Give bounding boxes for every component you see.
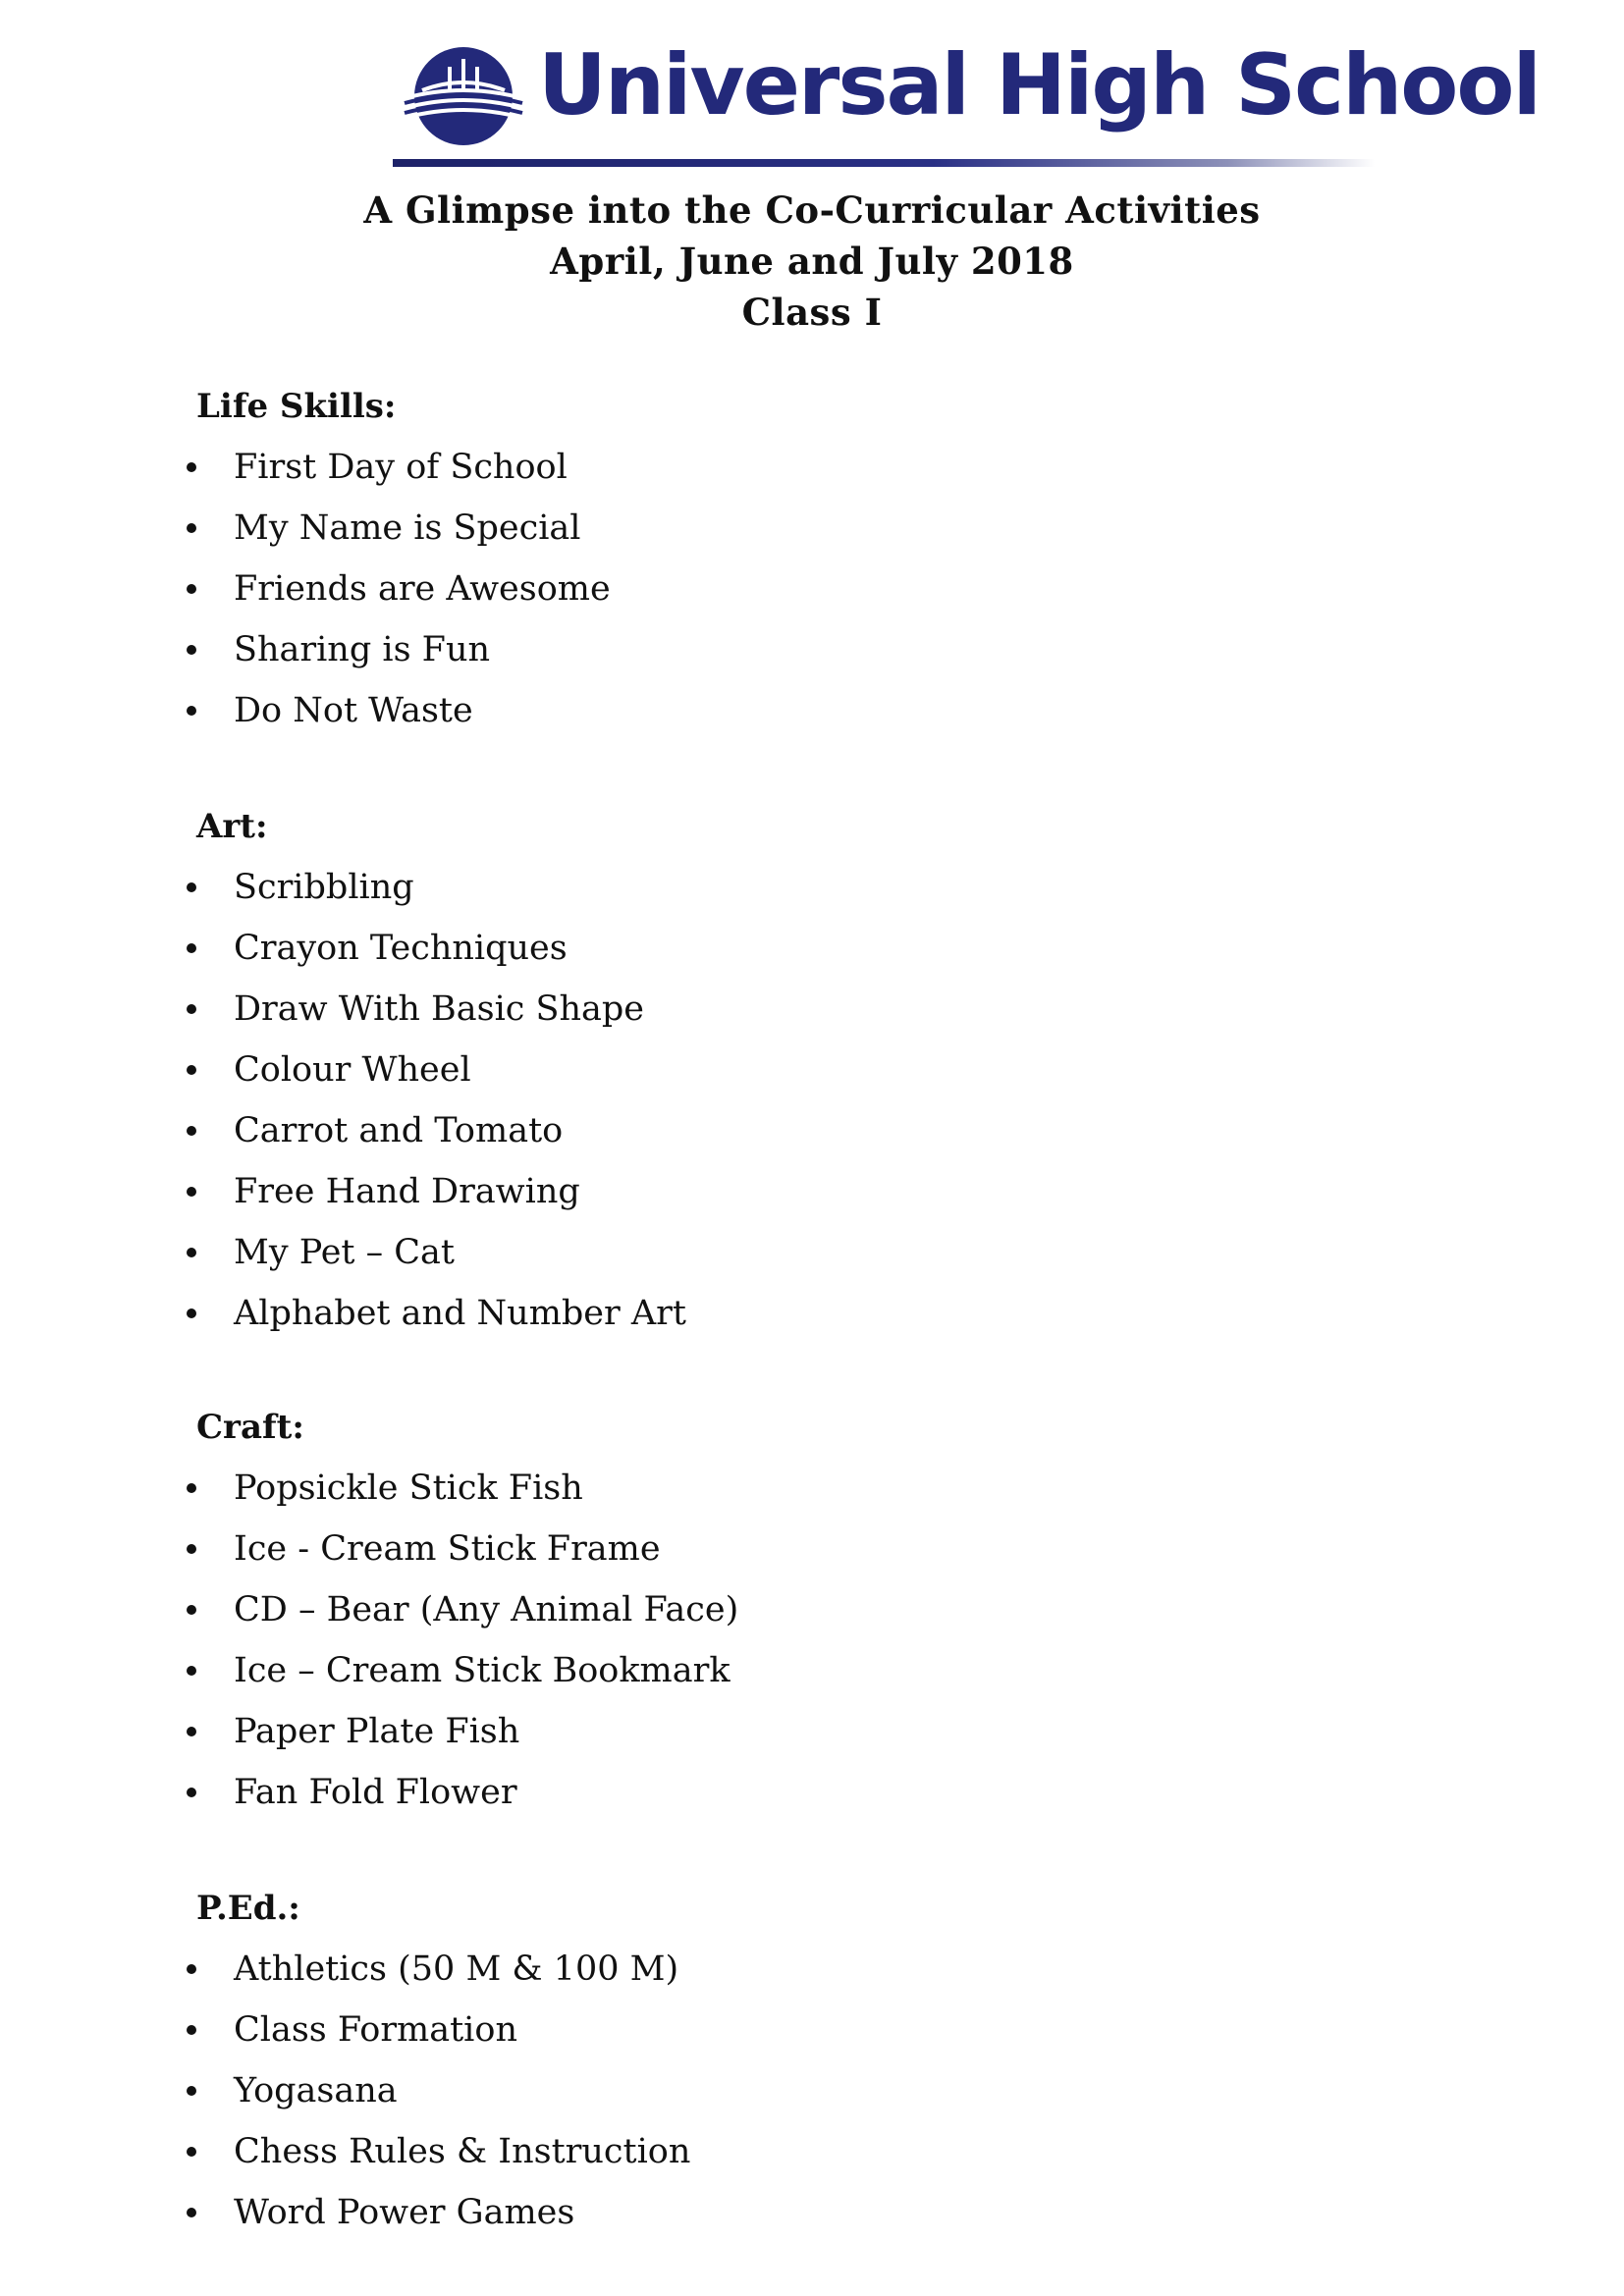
list-item (196, 687, 1276, 748)
item-label: Popsickle Stick Fish (234, 1468, 583, 1508)
section-physical-education (196, 1885, 1276, 2250)
bullet-icon (187, 1788, 196, 1797)
school-header (393, 36, 1540, 177)
document-class: Class I (741, 291, 883, 334)
bullet-icon (187, 2025, 196, 2035)
section-craft (196, 1404, 1276, 1830)
activity-list (196, 1465, 1276, 1830)
item-label: Class Formation (234, 2010, 517, 2050)
list-item (196, 2067, 1276, 2128)
item-label: Draw With Basic Shape (234, 989, 645, 1029)
item-label: Athletics (50 M & 100 M) (234, 1949, 679, 1989)
list-item (196, 1946, 1276, 2006)
bullet-icon (187, 1544, 196, 1554)
bullet-icon (187, 1126, 196, 1136)
item-label: Ice – Cream Stick Bookmark (234, 1651, 731, 1690)
bullet-icon (187, 462, 196, 472)
list-item (196, 1046, 1276, 1107)
list-item (196, 1168, 1276, 1229)
list-item (196, 565, 1276, 626)
bullet-icon (187, 943, 196, 953)
bullet-icon (187, 1666, 196, 1676)
item-label: Alphabet and Number Art (234, 1294, 686, 1333)
bullet-icon (187, 706, 196, 716)
list-item (196, 2128, 1276, 2189)
school-crest-icon (403, 45, 524, 147)
activity-list (196, 1946, 1276, 2250)
section-heading: Life Skills: (196, 387, 397, 426)
list-item (196, 1525, 1276, 1586)
section-heading: P.Ed.: (196, 1889, 300, 1928)
item-label: Scribbling (234, 868, 414, 907)
document-title: A Glimpse into the Co-Curricular Activities (363, 188, 1261, 232)
item-label: First Day of School (234, 448, 568, 487)
bullet-icon (187, 1605, 196, 1615)
school-name: Universal High School (538, 36, 1540, 134)
item-label: Fan Fold Flower (234, 1773, 517, 1812)
item-label: My Pet – Cat (234, 1233, 455, 1272)
section-art (196, 803, 1276, 1351)
list-item (196, 1769, 1276, 1830)
activity-list (196, 864, 1276, 1351)
item-label: Carrot and Tomato (234, 1111, 564, 1150)
list-item (196, 505, 1276, 565)
bullet-icon (187, 1065, 196, 1075)
bullet-icon (187, 523, 196, 533)
bullet-icon (187, 1187, 196, 1197)
list-item (196, 1647, 1276, 1708)
bullet-icon (187, 584, 196, 594)
item-label: Paper Plate Fish (234, 1712, 520, 1751)
bullet-icon (187, 2086, 196, 2096)
list-item (196, 2189, 1276, 2250)
section-life-skills (196, 383, 1276, 748)
item-label: Colour Wheel (234, 1050, 471, 1090)
list-item (196, 1708, 1276, 1769)
document-period: April, June and July 2018 (550, 240, 1074, 283)
item-label: Ice - Cream Stick Frame (234, 1529, 661, 1569)
list-item (196, 864, 1276, 925)
list-item (196, 444, 1276, 505)
bullet-icon (187, 1004, 196, 1014)
bullet-icon (187, 2208, 196, 2217)
bullet-icon (187, 1483, 196, 1493)
bullet-icon (187, 882, 196, 892)
bullet-icon (187, 1964, 196, 1974)
list-item (196, 1586, 1276, 1647)
section-heading: Art: (196, 807, 268, 846)
list-item (196, 925, 1276, 986)
item-label: Yogasana (234, 2071, 398, 2110)
bullet-icon (187, 1248, 196, 1257)
item-label: My Name is Special (234, 508, 581, 548)
activity-list (196, 444, 1276, 748)
item-label: Free Hand Drawing (234, 1172, 580, 1211)
list-item (196, 1290, 1276, 1351)
item-label: Sharing is Fun (234, 630, 491, 669)
list-item (196, 1229, 1276, 1290)
bullet-icon (187, 1308, 196, 1318)
bullet-icon (187, 645, 196, 655)
list-item (196, 1465, 1276, 1525)
header-rule (393, 159, 1375, 167)
item-label: CD – Bear (Any Animal Face) (234, 1590, 739, 1629)
item-label: Crayon Techniques (234, 929, 568, 968)
list-item (196, 2006, 1276, 2067)
list-item (196, 626, 1276, 687)
item-label: Friends are Awesome (234, 569, 611, 609)
list-item (196, 986, 1276, 1046)
bullet-icon (187, 2147, 196, 2157)
section-heading: Craft: (196, 1408, 304, 1447)
list-item (196, 1107, 1276, 1168)
item-label: Do Not Waste (234, 691, 473, 730)
item-label: Word Power Games (234, 2193, 575, 2232)
item-label: Chess Rules & Instruction (234, 2132, 691, 2171)
document-titles (0, 185, 1624, 338)
bullet-icon (187, 1727, 196, 1736)
